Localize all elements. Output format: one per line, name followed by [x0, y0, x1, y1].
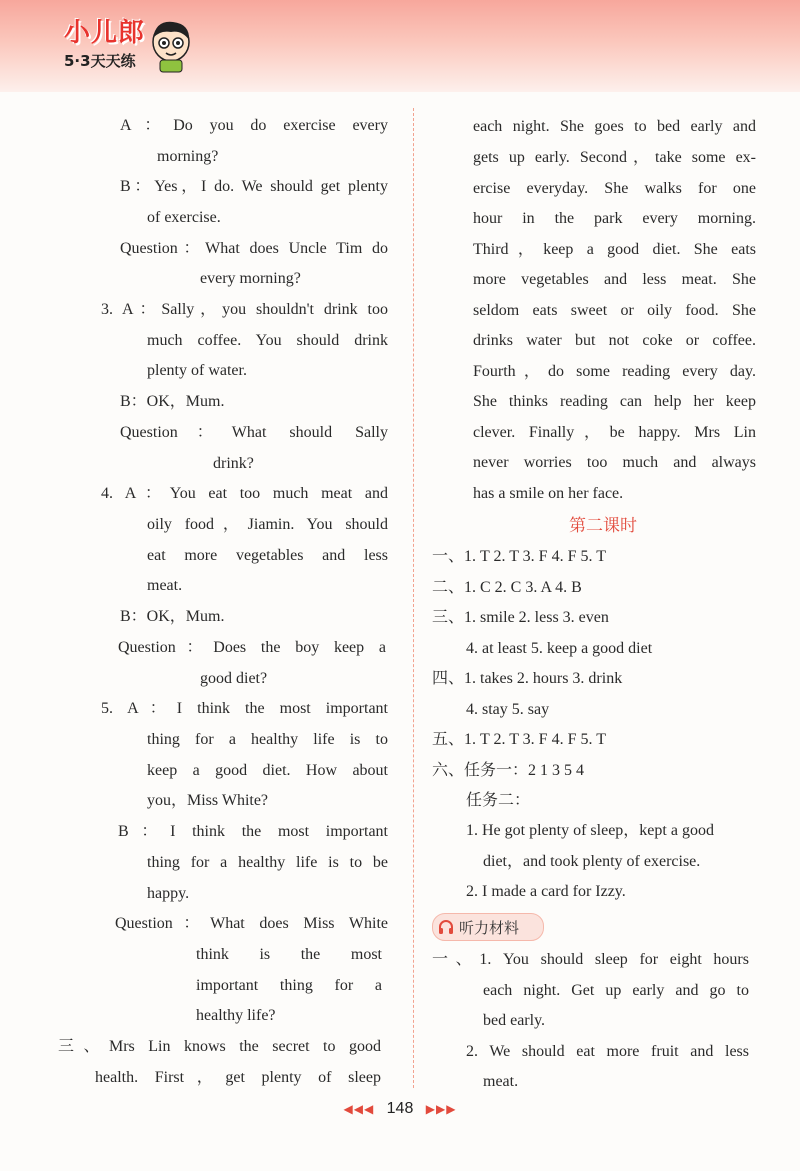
right-text-line: 六、任务一：2 1 3 5 4: [432, 762, 585, 779]
left-text-line: meat.: [147, 577, 183, 594]
mascot-icon: [146, 18, 196, 74]
page-footer: [0, 1100, 800, 1118]
left-text-line: Question：What does Miss White: [115, 915, 388, 932]
left-text-line: every morning?: [200, 270, 301, 287]
right-text-line: gets up early. Second，take some ex-: [473, 149, 756, 166]
right-text-line: 三、1. smile 2. less 3. even: [432, 609, 609, 626]
section-title: 第二课时: [569, 516, 637, 536]
left-text-line: thing for a healthy life is to be: [147, 854, 388, 871]
right-text-line: 4. at least 5. keep a good diet: [466, 640, 653, 657]
left-text-line: think is the most: [196, 946, 382, 963]
right-text-line: 4. stay 5. say: [466, 701, 550, 718]
right-text-line: 一、1. You should sleep for eight hours: [432, 951, 749, 968]
right-text-line: 2. I made a card for Izzy.: [466, 883, 626, 900]
right-text-line: Third，keep a good diet. She eats: [473, 241, 756, 258]
right-text-line: each night. Get up early and go to: [483, 982, 749, 999]
right-text-line: more vegetables and less meat. She: [473, 271, 756, 288]
right-text-line: drinks water but not coke or coffee.: [473, 332, 756, 349]
right-text-line: diet，and took plenty of exercise.: [483, 853, 701, 870]
right-text-line: 五、1. T 2. T 3. F 4. F 5. T: [432, 731, 606, 748]
left-text-line: B：I think the most important: [118, 823, 388, 840]
left-text-line: morning?: [157, 148, 219, 165]
left-text-line: you，Miss White?: [147, 792, 269, 809]
next-arrows-icon: ▶▶▶: [425, 1102, 457, 1116]
right-text-line: meat.: [483, 1073, 519, 1090]
left-text-line: B：Yes，I do. We should get plenty: [120, 178, 388, 195]
right-text-line: seldom eats sweet or oily food. She: [473, 302, 756, 319]
left-text-line: health. First，get plenty of sleep: [95, 1069, 381, 1086]
left-text-line: 3. A：Sally，you shouldn't drink too: [101, 301, 388, 318]
right-text-line: ercise everyday. She walks for one: [473, 180, 756, 197]
right-text-line: clever. Finally，be happy. Mrs Lin: [473, 424, 756, 441]
right-text-line: hour in the park every morning.: [473, 210, 756, 227]
right-text-line: 1. He got plenty of sleep，kept a good: [466, 822, 714, 839]
listening-material-label: 听力材料: [459, 919, 520, 937]
right-text-line: never worries too much and always: [473, 454, 756, 471]
left-text-line: oily food，Jiamin. You should: [147, 516, 388, 533]
right-text-line: each night. She goes to bed early and: [473, 118, 756, 135]
right-text-line: 二、1. C 2. C 3. A 4. B: [432, 579, 582, 596]
right-text-line: She thinks reading can help her keep: [473, 393, 756, 410]
left-text-line: thing for a healthy life is to: [147, 731, 388, 748]
brand-series: 5·3天天练: [64, 52, 136, 70]
left-text-line: B：OK，Mum.: [120, 608, 225, 625]
left-text-line: 三、Mrs Lin knows the secret to good: [58, 1038, 381, 1055]
right-text-line: has a smile on her face.: [473, 485, 624, 502]
left-text-line: of exercise.: [147, 209, 221, 226]
prev-arrows-icon: ◀◀◀: [343, 1102, 375, 1116]
left-text-line: plenty of water.: [147, 362, 247, 379]
left-text-line: healthy life?: [196, 1007, 276, 1024]
left-text-line: happy.: [147, 885, 190, 902]
left-text-line: keep a good diet. How about: [147, 762, 388, 779]
left-text-line: Question：Does the boy keep a: [118, 639, 386, 656]
listening-material-tag: [432, 913, 544, 941]
right-text-line: bed early.: [483, 1012, 546, 1029]
page-number: 148: [386, 1100, 414, 1117]
left-text-line: good diet?: [200, 670, 268, 687]
right-text-line: 任务二：: [466, 792, 531, 809]
left-text-line: A：Do you do exercise every: [120, 117, 388, 134]
left-text-line: B：OK，Mum.: [120, 393, 225, 410]
left-text-line: important thing for a: [196, 977, 382, 994]
right-text-line: Fourth，do some reading every day.: [473, 363, 756, 380]
right-text-line: 一、1. T 2. T 3. F 4. F 5. T: [432, 548, 606, 565]
left-text-line: 5. A：I think the most important: [101, 700, 388, 717]
right-text-line: 2. We should eat more fruit and less: [466, 1043, 749, 1060]
left-text-line: 4. A：You eat too much meat and: [101, 485, 388, 502]
left-text-line: Question：What should Sally: [120, 424, 388, 441]
brand-name: 小儿郎: [64, 18, 146, 48]
left-text-line: Question：What does Uncle Tim do: [120, 240, 388, 257]
left-text-line: eat more vegetables and less: [147, 547, 388, 564]
left-text-line: drink?: [213, 455, 254, 472]
column-divider: [413, 108, 414, 1088]
right-text-line: 四、1. takes 2. hours 3. drink: [432, 670, 623, 687]
headphones-icon: [437, 918, 455, 936]
left-text-line: much coffee. You should drink: [147, 332, 388, 349]
